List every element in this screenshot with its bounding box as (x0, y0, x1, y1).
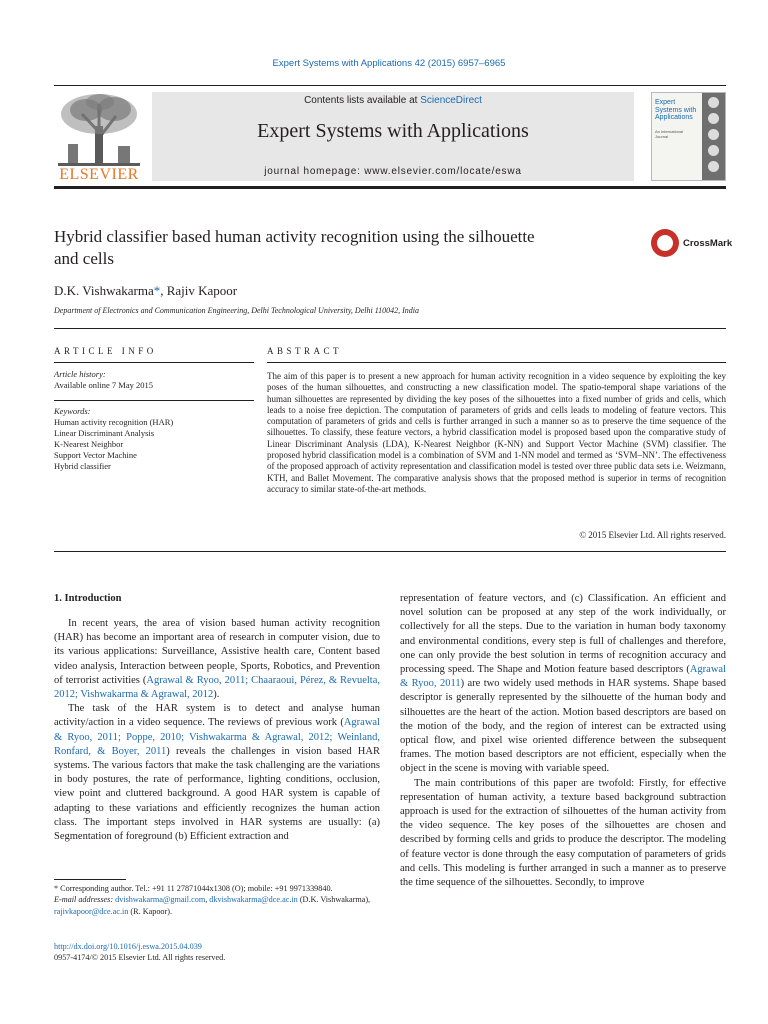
intro-paragraph (54, 702, 380, 844)
history-value: Available online 7 May 2015 (54, 380, 153, 390)
sciencedirect-link[interactable]: ScienceDirect (420, 95, 482, 106)
keyword-item: Hybrid classifier (54, 461, 111, 471)
paper-title (54, 226, 634, 270)
email-line (54, 894, 380, 917)
email-link[interactable]: dvishwakarma@gmail.com (115, 895, 206, 905)
intro-paragraph (400, 592, 726, 777)
crossmark-icon-center (657, 235, 673, 251)
email-owner: (D.K. Vishwakarma), (297, 895, 371, 905)
elsevier-wordmark: ELSEVIER (59, 166, 139, 183)
article-info-header: ARTICLE INFO (54, 346, 157, 356)
journal-title: Expert Systems with Applications (257, 120, 529, 142)
paragraph-text: In recent years, the area of vision based human activity recognition (HAR) has become an important area of research in computer vision, due to its various applications: Surveillance, Assistive health care, Content based video analysis, Interaction between people, Sports, Robotics, and Prevention of terrorist activities ( (54, 618, 380, 686)
header-rule-bottom (54, 186, 726, 189)
email-link[interactable]: rajivkapoor@dce.ac.in (54, 906, 129, 916)
email-separator: , (205, 895, 210, 905)
abstract-text: The aim of this paper is to present a new approach for human activity recognition in a video sequence by exploiting the key poses of the human silhouettes, and constructing a new classification model. The spatio-temporal shape variations of the human silhouettes are represented by dividing the key poses of the silhouettes into a fixed number of grids and cells, which leads to a noise free depiction. The computation of parameters of grids and cells leads to modeling of feature vectors. This computation of parameters of grids and cells is further arranged in such a manner so as to preserve the time sequence of the silhouettes. To classify, these feature vectors, a hybrid classification model is proposed based upon the comparative study of Linear Discriminant Analysis (LDA), K-Nearest Neighbor (K-NN) and Support Vector Machine (SVM) classifier. The proposed hybrid classification model is a combination of SVM and 1-NN model and termed as ‘SVM–NN’. The effectiveness of the proposed approach of activity representation and classification model is tested over three public data sets i.e. Weizmann, KTH, and Ballet Movement. The comparative analysis shows that the proposed method is superior in terms of recognition accuracy to similar state-of-the-art methods. (267, 371, 726, 494)
footnote-rule (54, 879, 126, 880)
paragraph-text: ) are two widely used methods in HAR systems. Shape based descriptor is generally represented by the silhouette of the human body and silhouettes are the heart of the action. Motion based descriptors are based on the motion of the body, and the region of interest can be extracted using optical flow, and pixel wise oriented difference between the subsequent frames. The motion based descriptors are not efficient, especially when the object in the scene is moving with variable speed. (400, 678, 726, 775)
introduction-heading: 1. Introduction (54, 593, 122, 604)
cover-icon (708, 97, 719, 108)
authors (54, 283, 237, 299)
corresponding-author-mark[interactable]: * (153, 283, 161, 298)
paragraph-text: ). (213, 689, 220, 701)
intro-paragraph (54, 617, 380, 702)
corresponding-author-note: * Corresponding author. Tel.: +91 11 27871044x1308 (O); mobile: +91 9971339840. (54, 884, 333, 893)
affiliation: Department of Electronics and Communication Engineering, Delhi Technological University, Delhi 110042, India (54, 306, 419, 315)
author-1[interactable]: D.K. Vishwakarma (54, 283, 154, 298)
email-label: E-mail addresses: (54, 895, 116, 905)
email-link[interactable]: dkvishwakarma@dce.ac.in (209, 895, 298, 905)
citation-link[interactable]: Agrawal & Ryoo, 2011 (400, 664, 726, 690)
cover-title: Expert Systems with Applications (655, 99, 697, 121)
paragraph-text: ) reveals the challenges in vision based HAR systems. The various factors that make the task challenging are the variations in body postures, the rate of performance, lighting conditions, occlusion, view point and cluttered background. A good HAR system is capable of adapting to these variations and efficiently recognizes the human action class. The important steps involved in HAR systems are usually: (a) Segmentation of foreground (b) Efficient extraction and (54, 745, 380, 843)
author-separator: , (160, 283, 167, 298)
keyword-item: Support Vector Machine (54, 450, 137, 460)
abstract-copyright: © 2015 Elsevier Ltd. All rights reserved. (579, 530, 726, 540)
contents-line (152, 95, 634, 106)
cover-icon (708, 113, 719, 124)
crossmark-label[interactable]: CrossMark (683, 238, 733, 249)
paragraph-text: The task of the HAR system is to detect and analyse human activity/action in a video sequence. The reviews of previous work ( (54, 703, 380, 729)
keywords-list (54, 417, 173, 472)
header-rule-top (54, 85, 726, 86)
paragraph-text: representation of feature vectors, and (c) Classification. An efficient and novel solution can be proposed at any step of the work individually, or collectively for all the steps. Due to the variation in human body taxonomy and environmental conditions, every step is full of challenges and therefore, one can only provide the best solution in terms of recognition accuracy and processing speed. The Shape and Motion feature based descriptors ( (400, 593, 726, 676)
author-2[interactable]: Rajiv Kapoor (166, 283, 238, 298)
history-rule (54, 400, 254, 401)
citation-link[interactable]: Agrawal & Ryoo, 2011; Poppe, 2010; Vishwakarma & Agrawal, 2012; Weinland, Ronfard, & Boyer, 2011 (54, 717, 380, 757)
paper-title-line2: and cells (54, 249, 114, 268)
cover-icon (708, 145, 719, 156)
keyword-item: Human activity recognition (HAR) (54, 417, 174, 427)
cover-icon (708, 129, 719, 140)
keyword-item: K-Nearest Neighbor (54, 439, 124, 449)
keyword-item: Linear Discriminant Analysis (54, 428, 155, 438)
affiliation-rule (54, 328, 726, 329)
doi-link[interactable]: http://dx.doi.org/10.1016/j.eswa.2015.04.039 (54, 942, 202, 951)
article-info-rule (54, 362, 254, 363)
citation-link[interactable]: Agrawal & Ryoo, 2011; Chaaraoui, Pérez, & Revuelta, 2012; Vishwakarma & Agrawal, 2012 (54, 674, 380, 701)
body-left-column (54, 617, 380, 844)
doi-block (54, 941, 225, 963)
intro-paragraph: The main contributions of this paper are twofold: Firstly, for effective representation of human activity, a texture based background subtraction approach is used for the extraction of silhouettes of the human activity from the video sequence. The key poses of the silhouettes are chosen and described by forming cells and grids to produce the descriptor. The modeling of feature vector is done through the easy computation of parameters of grids and cells. This modeling is further arranged in such a manner as to preserve the time sequence of the silhouettes. Secondly, to improve (400, 777, 726, 889)
cover-icon (708, 161, 719, 172)
journal-homepage[interactable]: journal homepage: www.elsevier.com/locate/eswa (264, 166, 522, 177)
body-right-column (400, 592, 726, 890)
journal-cover[interactable] (651, 92, 726, 181)
email-owner: (R. Kapoor). (128, 906, 173, 916)
journal-citation[interactable]: Expert Systems with Applications 42 (2015) 6957–6965 (272, 58, 506, 69)
contents-prefix: Contents lists available at (304, 95, 421, 106)
abstract-header: ABSTRACT (267, 346, 343, 356)
paper-title-line1: Hybrid classifier based human activity recognition using the silhouette (54, 227, 535, 246)
history-label: Article history: (54, 369, 106, 379)
footnote (54, 883, 380, 917)
abstract-bottom-rule (54, 551, 726, 552)
keywords-label: Keywords: (54, 406, 91, 416)
cover-subtitle: An International Journal (655, 129, 684, 139)
issn-line: 0957-4174/© 2015 Elsevier Ltd. All rights reserved. (54, 953, 226, 962)
abstract-rule (267, 362, 726, 363)
